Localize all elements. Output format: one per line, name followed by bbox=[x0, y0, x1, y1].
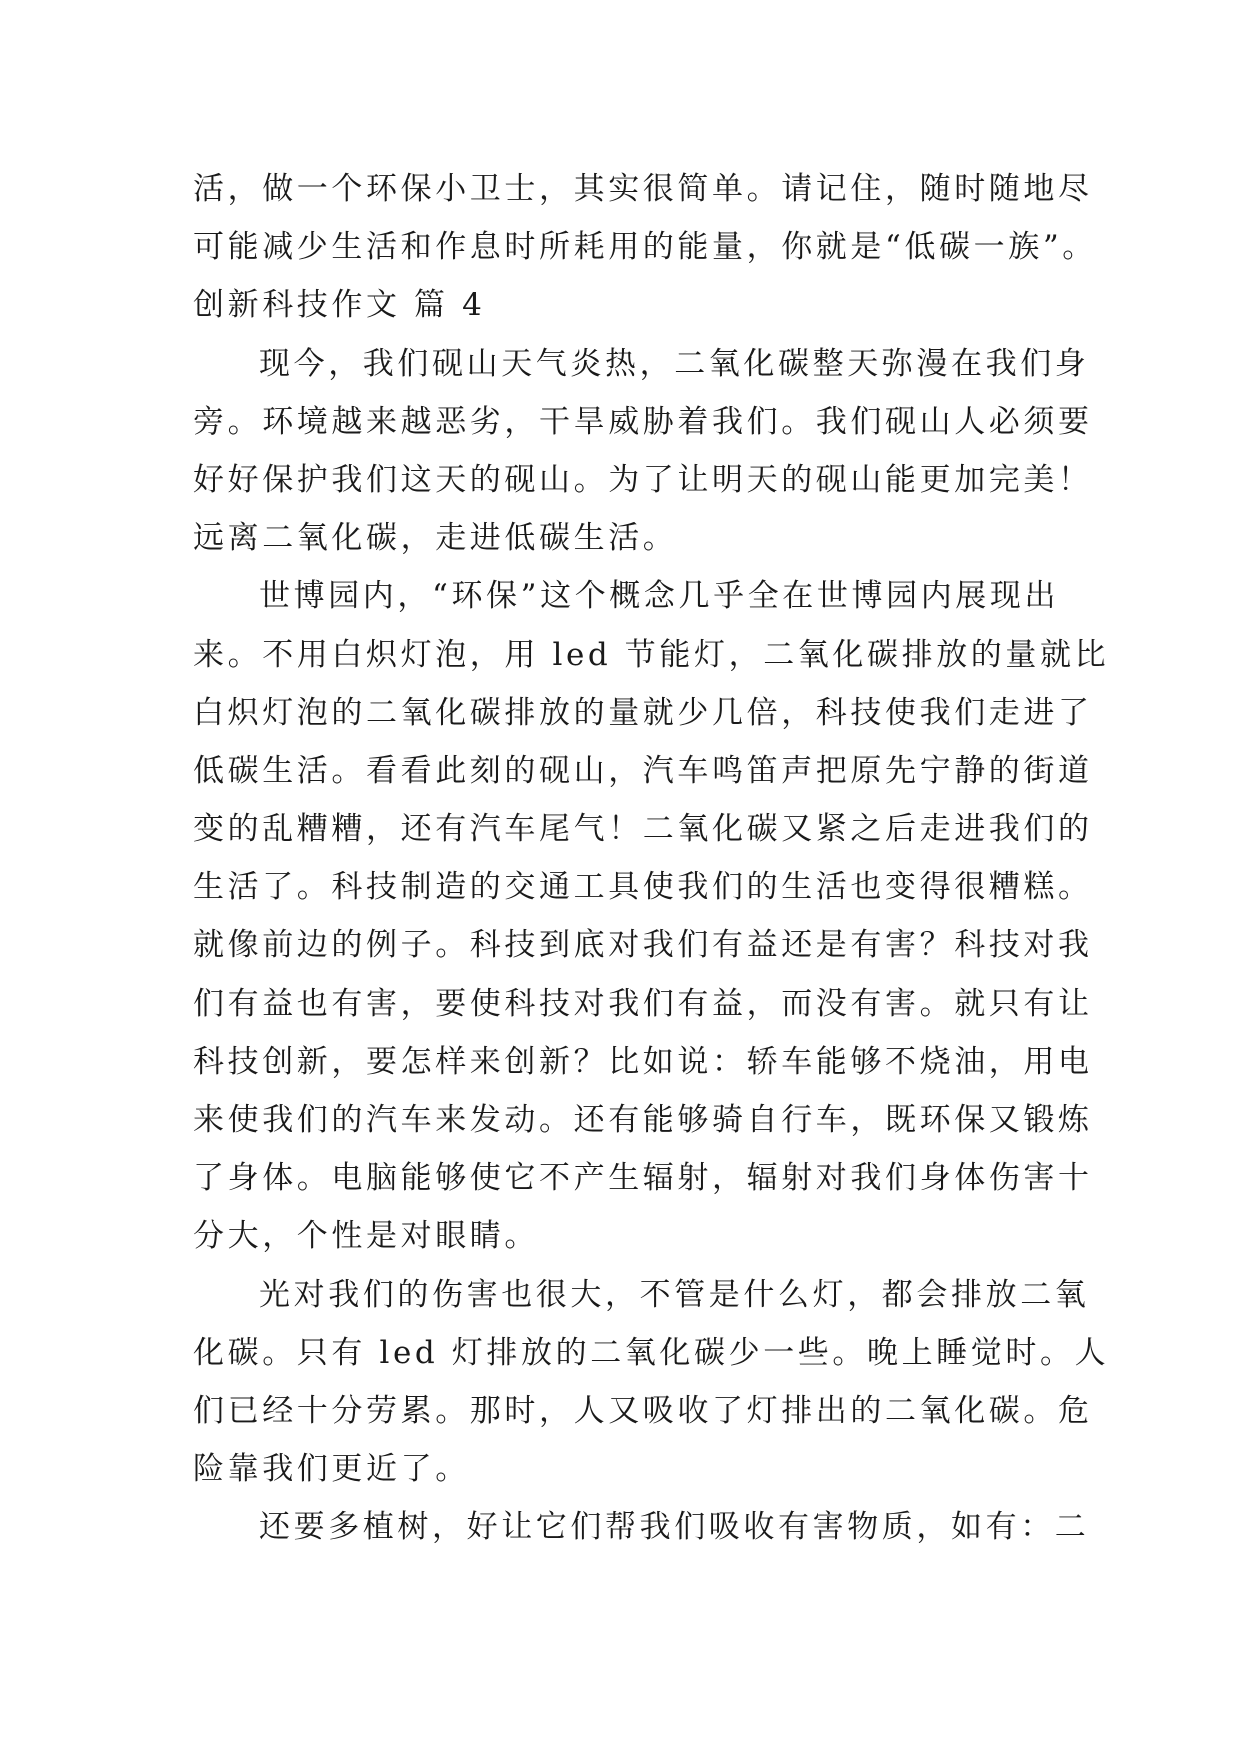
text-line: 们已经十分劳累。那时，人又吸收了灯排出的二氧化碳。危 bbox=[193, 1392, 1093, 1429]
text-line: 现今，我们砚山天气炎热，二氧化碳整天弥漫在我们身 bbox=[259, 345, 1090, 382]
text-line: 分大，个性是对眼睛。 bbox=[193, 1218, 539, 1255]
document-body bbox=[193, 160, 1110, 1557]
text-line: 世博园内，“环保”这个概念几乎全在世博园内展现出 bbox=[259, 578, 1060, 615]
text-line: 远离二氧化碳，走进低碳生活。 bbox=[193, 520, 678, 557]
text-line: 活，做一个环保小卫士，其实很简单。请记住，随时随地尽 bbox=[193, 171, 1093, 207]
text-line: 低碳生活。看看此刻的砚山，汽车鸣笛声把原先宁静的街道 bbox=[193, 752, 1093, 789]
text-line: 好好保护我们这天的砚山。为了让明天的砚山能更加完美！ bbox=[193, 461, 1093, 498]
text-line: 光对我们的伤害也很大，不管是什么灯，都会排放二氧 bbox=[259, 1276, 1090, 1313]
text-line: 旁。环境越来越恶劣，干旱威胁着我们。我们砚山人必须要 bbox=[193, 403, 1093, 440]
text-line: 们有益也有害，要使科技对我们有益，而没有害。就只有让 bbox=[193, 985, 1093, 1022]
text-line: 生活了。科技制造的交通工具使我们的生活也变得很糟糕。 bbox=[193, 869, 1093, 906]
text-line: 可能减少生活和作息时所耗用的能量，你就是“低碳一族”。 bbox=[193, 229, 1097, 266]
text-line: 变的乱糟糟，还有汽车尾气！二氧化碳又紧之后走进我们的 bbox=[193, 811, 1093, 848]
text-line: 还要多植树，好让它们帮我们吸收有害物质，如有：二 bbox=[259, 1509, 1090, 1546]
text-line: 白炽灯泡的二氧化碳排放的量就少几倍，科技使我们走进了 bbox=[193, 694, 1093, 731]
text-line: 险靠我们更近了。 bbox=[193, 1451, 470, 1488]
text-line: 化碳。只有 led 灯排放的二氧化碳少一些。晚上睡觉时。人 bbox=[193, 1334, 1110, 1371]
text-line: 来。不用白炽灯泡，用 led 节能灯，二氧化碳排放的量就比 bbox=[193, 636, 1110, 673]
text-line: 来使我们的汽车来发动。还有能够骑自行车，既环保又锻炼 bbox=[193, 1102, 1093, 1138]
text-line: 就像前边的例子。科技到底对我们有益还是有害？科技对我 bbox=[193, 927, 1093, 964]
section-heading: 创新科技作文 篇 4 bbox=[193, 287, 486, 324]
text-line: 科技创新，要怎样来创新？比如说：轿车能够不烧油，用电 bbox=[193, 1043, 1093, 1080]
text-line: 了身体。电脑能够使它不产生辐射，辐射对我们身体伤害十 bbox=[193, 1160, 1093, 1197]
